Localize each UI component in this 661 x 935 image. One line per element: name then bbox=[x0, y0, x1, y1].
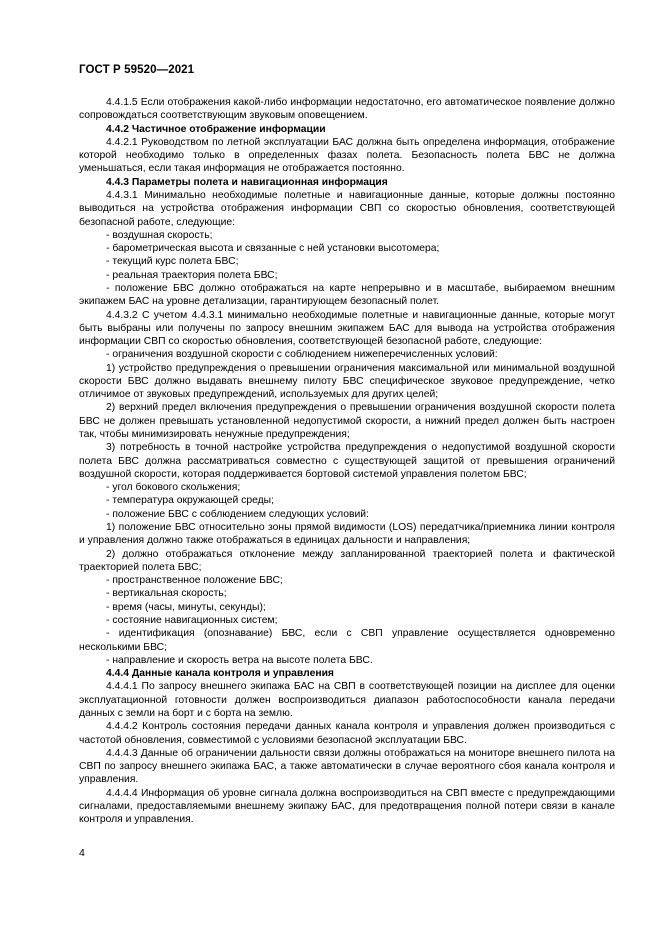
paragraph: 4.4.3.1 Минимально необходимые полетные и навигационные данные, которые должны постоянно выводиться на устройства отображения информации СВП со скоростью обновления, соответствующей безопасной работе, следующие: bbox=[79, 189, 615, 228]
paragraph: 4.4.3.2 С учетом 4.4.3.1 минимально необходимые полетные и навигационные данные, которые могут быть выбраны или получены по запросу внешним экипажем БАС для вывода на устройства отображения информации СВП со скоростью обновления, соответствующей безопасной работе, следующие: bbox=[79, 309, 615, 348]
list-item: - пространственное положение БВС; bbox=[106, 575, 283, 587]
paragraph: 1) положение БВС относительно зоны прямой видимости (LOS) передатчика/приемника линии контроля и управления должно также отображаться в единицах дальности и направления; bbox=[79, 522, 615, 547]
list-item: - реальная траектория полета БВС; bbox=[106, 269, 278, 281]
paragraph: 4.4.4.1 По запросу внешнего экипажа БАС на СВП в соответствующей позиции на дисплее для оценки эксплуатационной готовности должен воспроизводиться диапазон работоспособности канала передачи данных с земли на борт и с борта на землю. bbox=[79, 681, 615, 719]
list-item: - направление и скорость ветра на высоте полета БВС. bbox=[106, 654, 373, 666]
list-item: - идентификация (опознавание) БВС, если с СВП управление осуществляется одновременно несколькими БВС; bbox=[79, 628, 615, 653]
list-item: - ограничения воздушной скорости с соблюдением нижеперечисленных условий: bbox=[106, 349, 498, 361]
paragraph: 4.4.4.2 Контроль состояния передачи данных канала контроля и управления должен производиться с частотой обновления, совместимой с условиями безопасной эксплуатации БВС. bbox=[79, 721, 615, 746]
list-item: - барометрическая высота и связанные с ней установки высотомера; bbox=[106, 243, 440, 255]
page-number: 4 bbox=[79, 847, 85, 859]
document-body bbox=[79, 96, 615, 826]
section-heading: 4.4.3 Параметры полета и навигационная информация bbox=[106, 176, 388, 188]
list-item: - состояние навигационных систем; bbox=[106, 614, 278, 626]
list-item: - текущий курс полета БВС; bbox=[106, 256, 239, 268]
standard-designation: ГОСТ Р 59520—2021 bbox=[79, 64, 195, 76]
section-heading: 4.4.2 Частичное отображение информации bbox=[106, 123, 326, 135]
list-item: - угол бокового скольжения; bbox=[106, 482, 241, 494]
list-item: - время (часы, минуты, секунды); bbox=[106, 601, 266, 613]
list-item: - температура окружающей среды; bbox=[106, 495, 274, 507]
paragraph: 3) потребность в точной настройке устройства предупреждения о недопустимой воздушной скорости полета БВС должна рассматриваться совместно с существующей защитой от превышения ограничений воздушной скорости, которая поддерживается бортовой системой управления полетом БВС; bbox=[79, 442, 615, 480]
list-item: - положение БВС с соблюдением следующих условий: bbox=[106, 508, 369, 520]
paragraph: 2) верхний предел включения предупреждения о превышении ограничения воздушной скорости полета БВС не должен превышать установленной недопустимой скорости, а нижний предел должен быть настроен так, чтобы минимизировать ненужные предупреждения; bbox=[79, 402, 615, 441]
paragraph: 4.4.1.5 Если отображения какой-либо информации недостаточно, его автоматическое появление должно сопровождаться соответствующим звуковым оповещением. bbox=[79, 97, 615, 122]
paragraph: 2) должно отображаться отклонение между запланированной траекторией полета и фактической траекторией полета БВС; bbox=[79, 548, 615, 573]
paragraph: 4.4.4.3 Данные об ограничении дальности связи должны отображаться на мониторе внешнего пилота на СВП по запросу внешнего экипажа БАС, а также автоматически в случае вероятного сбоя канала контроля и управления. bbox=[79, 747, 615, 786]
list-item: - воздушная скорость; bbox=[106, 229, 213, 241]
paragraph: 4.4.2.1 Руководством по летной эксплуатации БАС должна быть определена информация, отображение которой необходимо только в определенных фазах полета. Безопасность полета БВС не должна уменьшаться, если такая информация не отображается постоянно. bbox=[79, 136, 615, 175]
list-item: - положение БВС должно отображаться на карте непрерывно и в масштабе, выбираемом внешним экипажем БАС на уровне детализации, гарантирующем безопасный полет. bbox=[79, 282, 615, 308]
paragraph: 1) устройство предупреждения о превышении ограничения максимальной или минимальной воздушной скорости БВС должно выдавать внешнему пилоту БВС специфическое звуковое предупреждение, четко отличимое от звуковых предупреждений, используемых для других целей; bbox=[79, 362, 615, 401]
section-heading: 4.4.4 Данные канала контроля и управления bbox=[106, 668, 334, 680]
paragraph: 4.4.4.4 Информация об уровне сигнала должна воспроизводиться на СВП вместе с предупреждающими сигналами, предоставляемыми внешнему экипажу БАС, для предотвращения полной потери связи в канале контроля и управления. bbox=[79, 787, 615, 826]
list-item: - вертикальная скорость; bbox=[106, 588, 227, 600]
